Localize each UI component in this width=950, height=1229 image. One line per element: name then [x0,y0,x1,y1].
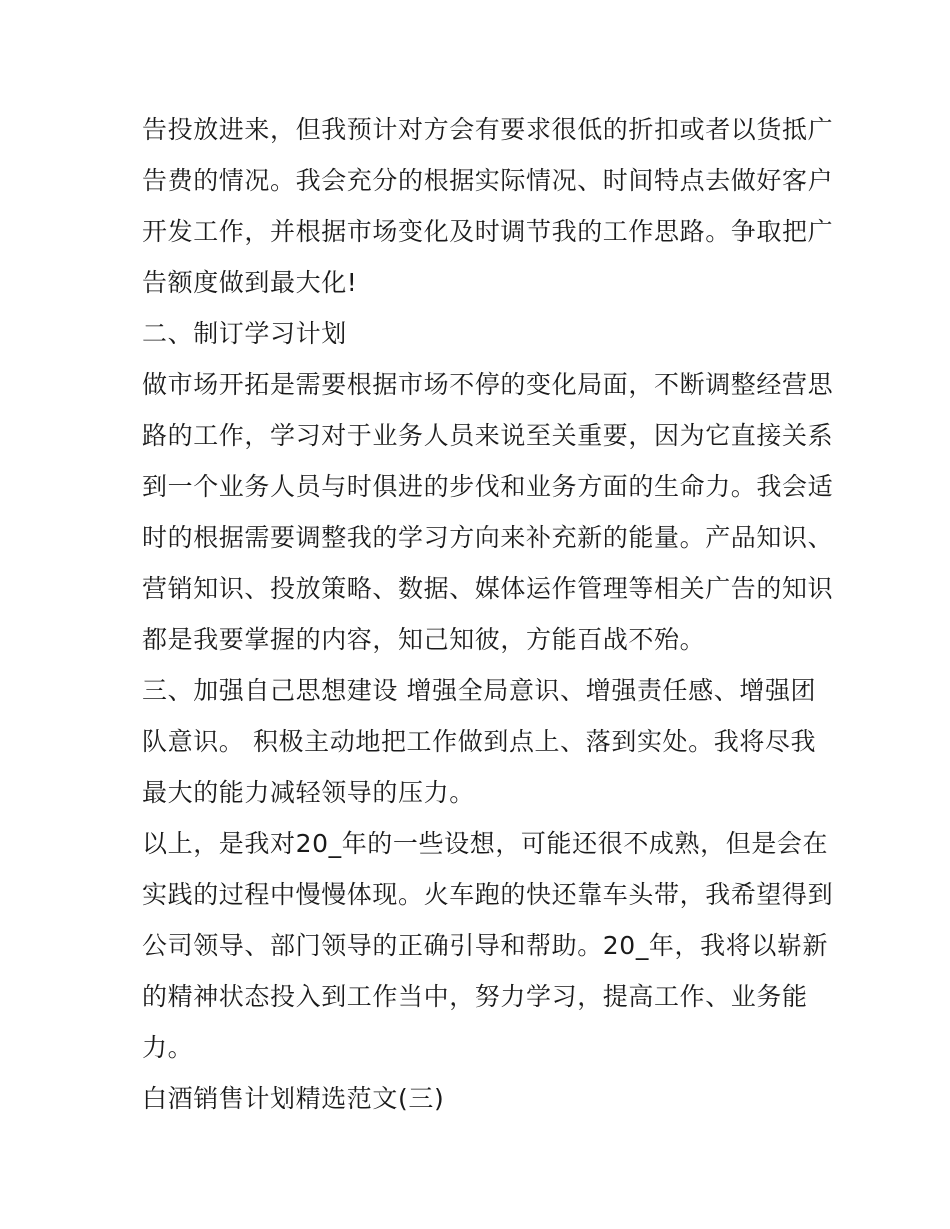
text-line: 告额度做到最大化! [142,268,358,297]
text-line: 队意识。 积极主动地把工作做到点上、落到实处。我将尽我 [142,727,817,756]
text-line: 路的工作，学习对于业务人员来说至关重要，因为它直接关系 [142,421,834,450]
section-heading: 二、制订学习计划 [142,319,347,348]
text-line: 实践的过程中慢慢体现。火车跑的快还靠车头带，我希望得到 [142,880,834,909]
text-line: 力。 [142,1033,194,1062]
document-body [142,104,834,1124]
text-line: 做市场开拓是需要根据市场不停的变化局面，不断调整经营思 [142,370,834,399]
document-title: 白酒销售计划精选范文(三) [142,1084,445,1113]
text-line: 到一个业务人员与时俱进的步伐和业务方面的生命力。我会适 [142,472,834,501]
text-line: 都是我要掌握的内容，知己知彼，方能百战不殆。 [142,625,706,654]
text-line: 告费的情况。我会充分的根据实际情况、时间特点去做好客户 [142,166,834,195]
text-line: 以上，是我对20_年的一些设想，可能还很不成熟，但是会在 [142,829,829,858]
section-heading: 三、加强自己思想建设 增强全局意识、增强责任感、增强团 [142,676,817,705]
text-line: 时的根据需要调整我的学习方向来补充新的能量。产品知识、 [142,523,834,552]
text-line: 公司领导、部门领导的正确引导和帮助。20_年，我将以崭新 [142,931,829,960]
text-line: 最大的能力减轻领导的压力。 [142,778,475,807]
text-line: 开发工作，并根据市场变化及时调节我的工作思路。争取把广 [142,217,834,246]
text-line: 的精神状态投入到工作当中，努力学习，提高工作、业务能 [142,982,808,1011]
text-line: 告投放进来，但我预计对方会有要求很低的折扣或者以货抵广 [142,115,834,144]
text-line: 营销知识、投放策略、数据、媒体运作管理等相关广告的知识 [142,574,834,603]
